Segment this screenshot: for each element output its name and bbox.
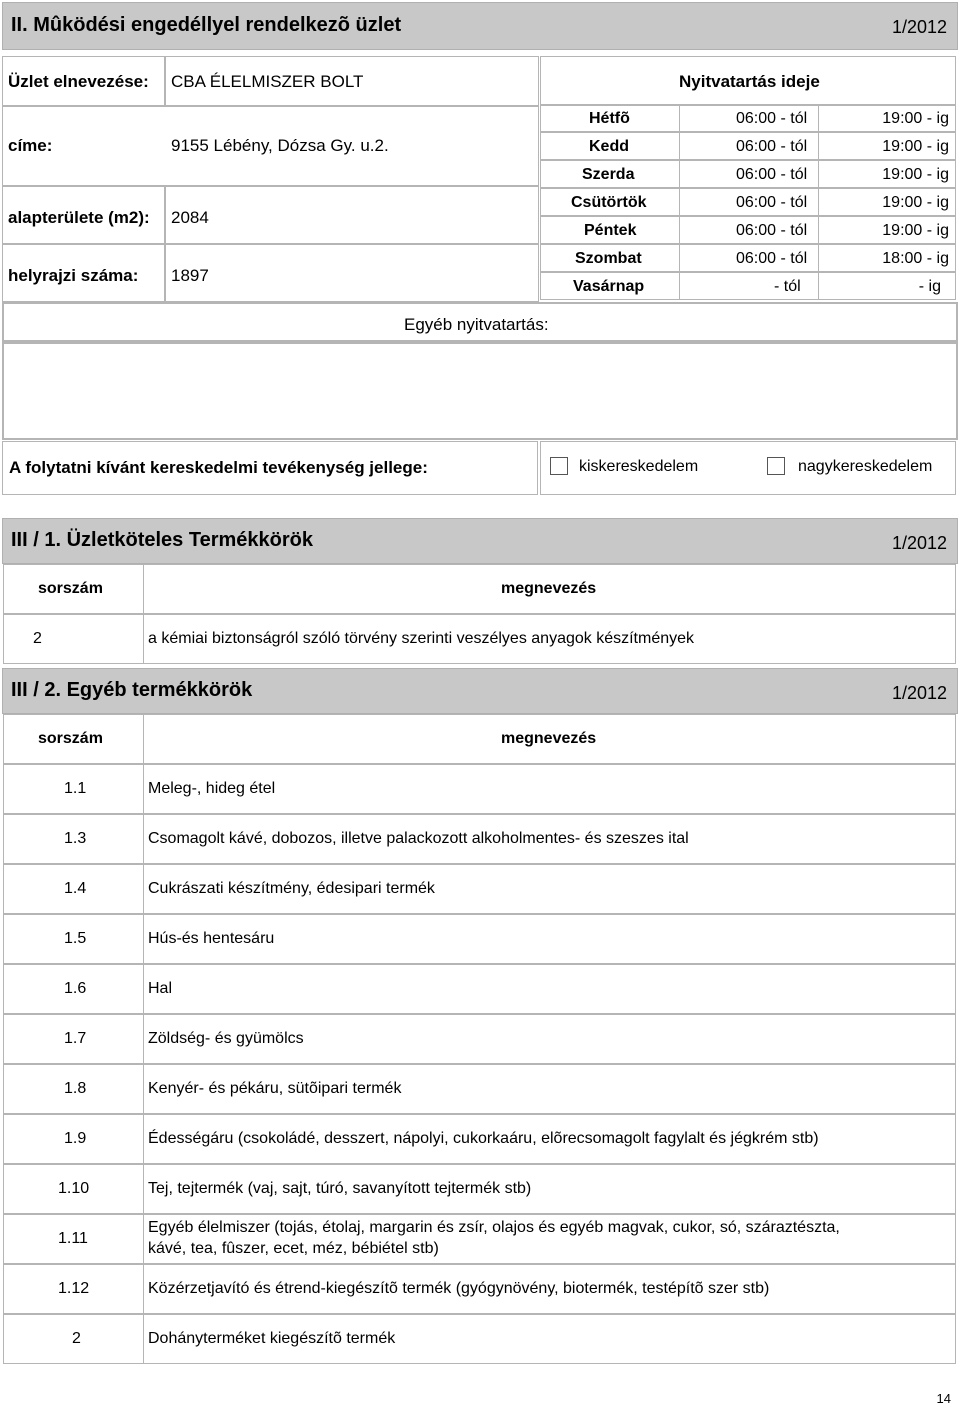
row-number: 2 [33, 630, 42, 647]
section-2-title: II. Mûködési engedéllyel rendelkezõ üzlet [11, 14, 402, 36]
activity-label-cell [2, 441, 538, 495]
plot-value-cell [165, 244, 539, 302]
section-3-2-column-header [3, 714, 956, 764]
hours-title-cell [540, 56, 956, 106]
row-number: 1.4 [64, 880, 87, 897]
table-row [3, 1264, 956, 1314]
table-row [3, 864, 956, 914]
hours-to: 19:00 - ig [882, 194, 949, 211]
plot-value: 1897 [171, 266, 209, 285]
hours-row [540, 272, 956, 300]
address-label: címe: [8, 136, 53, 155]
activity-options-cell [540, 441, 956, 495]
hours-row [540, 188, 956, 216]
row-name: Csomagolt kávé, dobozos, illetve palackozott alkoholmentes- és szeszes ital [148, 830, 689, 847]
hours-col-divider [679, 104, 680, 300]
hours-day: Péntek [584, 222, 637, 239]
address-row [2, 106, 539, 186]
plot-label-cell [2, 244, 165, 302]
section-3-1-title: III / 1. Üzletköteles Termékkörök [11, 529, 313, 551]
hours-day: Hétfõ [589, 110, 630, 127]
wholesale-label: nagykereskedelem [798, 458, 933, 475]
row-name: Hal [148, 980, 173, 997]
activity-label: A folytatni kívánt kereskedelmi tevékenység jellege: [9, 458, 428, 477]
area-label-cell [2, 186, 165, 244]
table-row [3, 1014, 956, 1064]
other-hours-label: Egyéb nyitvatartás: [404, 315, 549, 334]
row-name: Dohányterméket kiegészítõ termék [148, 1330, 396, 1347]
store-name-value: CBA ÉLELMISZER BOLT [171, 72, 364, 91]
hours-row [540, 216, 956, 244]
row-name: Meleg-, hideg étel [148, 780, 276, 797]
row-number: 1.1 [64, 780, 87, 797]
table-row [3, 764, 956, 814]
other-hours-label-cell [2, 302, 958, 342]
section-3-1-header [2, 518, 958, 564]
row-number: 1.5 [64, 930, 87, 947]
area-value: 2084 [171, 208, 209, 227]
col-name-header: megnevezés [501, 580, 597, 597]
section-3-2-title: III / 2. Egyéb termékkörök [11, 679, 253, 701]
table-row [3, 1314, 956, 1364]
hours-day: Kedd [589, 138, 629, 155]
row-number: 1.10 [58, 1180, 90, 1197]
row-number: 1.6 [64, 980, 87, 997]
col-num-header: sorszám [38, 580, 103, 597]
table-row [3, 964, 956, 1014]
row-number: 1.7 [64, 1030, 87, 1047]
hours-day: Csütörtök [571, 194, 647, 211]
hours-to: 19:00 - ig [882, 138, 949, 155]
row-name: Édességáru (csokoládé, desszert, nápolyi, cukorkaáru, elõrecsomagolt fagylalt és jégkrém stb) [148, 1130, 819, 1147]
hours-day: Szerda [582, 166, 635, 183]
row-number: 1.8 [64, 1080, 87, 1097]
hours-row [540, 160, 956, 188]
hours-from: 06:00 - tól [736, 138, 808, 155]
section-2-year: 1/2012 [891, 17, 947, 37]
row-name: Zöldség- és gyümölcs [148, 1030, 304, 1047]
hours-day: Vasárnap [573, 278, 645, 295]
hours-row [540, 104, 956, 132]
table-row [3, 814, 956, 864]
section-3-1-year: 1/2012 [891, 533, 947, 553]
hours-to: 19:00 - ig [882, 222, 949, 239]
hours-from: 06:00 - tól [736, 222, 808, 239]
column-divider [4, 615, 144, 663]
row-name-line-2: kávé, tea, fûszer, ecet, méz, bébiétel stb) [148, 1240, 439, 1257]
hours-from: 06:00 - tól [736, 250, 808, 267]
row-number: 1.12 [58, 1280, 90, 1297]
hours-to: - ig [918, 278, 941, 295]
row-number: 1.3 [64, 830, 87, 847]
table-row [3, 1114, 956, 1164]
hours-row [540, 132, 956, 160]
hours-to: 19:00 - ig [882, 110, 949, 127]
col-name-header: megnevezés [501, 730, 597, 747]
row-number: 2 [72, 1330, 81, 1347]
table-row [3, 1164, 956, 1214]
store-name-value-cell [165, 56, 539, 106]
row-name: Hús-és hentesáru [148, 930, 275, 947]
page-number: 14 [936, 1391, 951, 1406]
hours-from: 06:00 - tól [736, 194, 808, 211]
address-value: 9155 Lébény, Dózsa Gy. u.2. [171, 136, 389, 155]
table-row [3, 1214, 956, 1264]
area-value-cell [165, 186, 539, 244]
hours-table [540, 104, 956, 300]
store-name-label: Üzlet elnevezése: [8, 72, 149, 91]
row-name: Tej, tejtermék (vaj, sajt, túró, savanyított tejtermék stb) [148, 1180, 532, 1197]
hours-to: 18:00 - ig [882, 250, 949, 267]
hours-col-divider [818, 104, 819, 300]
retail-label: kiskereskedelem [579, 458, 699, 475]
section-2-header [2, 2, 958, 50]
row-name: a kémiai biztonságról szóló törvény szerinti veszélyes anyagok készítmények [148, 630, 695, 647]
other-hours-field[interactable] [2, 342, 958, 440]
section-3-2-header [2, 668, 958, 714]
wholesale-checkbox[interactable] [767, 457, 785, 475]
hours-to: 19:00 - ig [882, 166, 949, 183]
hours-day: Szombat [575, 250, 642, 267]
col-num-header: sorszám [38, 730, 103, 747]
retail-checkbox[interactable] [550, 457, 568, 475]
table-row [3, 1064, 956, 1114]
row-name: Kenyér- és pékáru, sütõipari termék [148, 1080, 402, 1097]
area-label: alapterülete (m2): [8, 208, 150, 227]
hours-title: Nyitvatartás ideje [679, 72, 820, 91]
section-3-2-year: 1/2012 [891, 683, 947, 703]
hours-from: 06:00 - tól [736, 166, 808, 183]
store-name-label-cell [2, 56, 165, 106]
row-number: 1.11 [58, 1230, 88, 1247]
hours-from: - tól [774, 278, 801, 295]
hours-row [540, 244, 956, 272]
row-name: Cukrászati készítmény, édesipari termék [148, 880, 435, 897]
row-number: 1.9 [64, 1130, 87, 1147]
plot-label: helyrajzi száma: [8, 266, 139, 285]
row-name: Egyéb élelmiszer (tojás, étolaj, margarin és zsír, olajos és egyéb magvak, cukor, só, száraztészta, [148, 1219, 840, 1236]
hours-from: 06:00 - tól [736, 110, 808, 127]
row-name: Közérzetjavító és étrend-kiegészítõ termék (gyógynövény, biotermék, testépítõ szer stb) [148, 1280, 770, 1297]
section-3-1-column-header [3, 564, 956, 614]
table-row [3, 914, 956, 964]
table-row [3, 614, 956, 664]
